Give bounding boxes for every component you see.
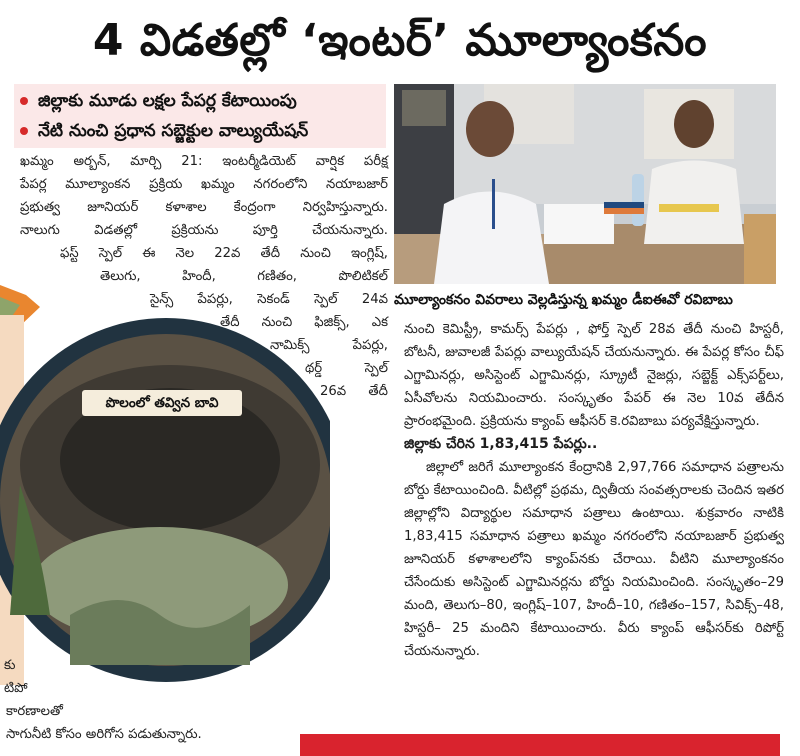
highlight-text: జిల్లాకు మూడు లక్షల పేపర్ల కేటాయింపు	[38, 91, 297, 111]
article-line: టిపో	[4, 681, 28, 696]
headline: 4 విడతల్లో ‘ఇంటర్’ మూల్యాంకనం	[92, 15, 708, 66]
well-photo-graphic	[0, 285, 330, 705]
well-photo-caption: పొలంలో తవ్విన బావి	[82, 390, 242, 416]
article-line: 26వ తేదీ	[320, 384, 388, 399]
highlight-item	[20, 116, 308, 146]
article-line: పేపర్ల మూల్యాంకన ప్రక్రియ ఖమ్మం నగరంలోని నయాబజార్	[20, 177, 388, 192]
article-line: ఖమ్మం అర్బన్, మార్చి 21: ఇంటర్మీడియెట్ వార్షిక పరీక్ష	[20, 154, 388, 169]
article-right-column	[404, 318, 784, 663]
article-line: థర్డ్ స్పెల్	[305, 361, 388, 376]
officials-photo-illustration	[394, 84, 776, 284]
highlights-box	[14, 84, 386, 148]
next-article-banner	[300, 734, 780, 756]
article-left-bottom	[0, 654, 250, 746]
article-subhead: జిల్లాకు చేరిన 1,83,415 పేపర్లు..	[404, 436, 598, 452]
article-line: కు	[4, 658, 16, 673]
article-line: ఫస్ట్ స్పెల్ ఈ నెల 22వ తేదీ నుంచి ఇంగ్లిష్,	[60, 246, 388, 261]
highlight-item	[20, 86, 297, 116]
article-line: నామిక్స్ పేపర్లు,	[270, 338, 388, 353]
bullet-dot-icon	[20, 127, 28, 135]
article-line: సాగునీటి కోసం అరిగోస పడుతున్నారు.	[6, 727, 202, 742]
article-line: తేదీ నుంచి ఫిజిక్స్, ఎక	[220, 315, 388, 330]
article-line: సైన్స్ పేపర్లు, సెకండ్ స్పెల్ 24వ	[150, 292, 388, 307]
highlight-text: నేటి నుంచి ప్రధాన సబ్జెక్టుల వాల్యుయేషన్	[38, 121, 309, 141]
news-photo-officials	[394, 84, 776, 284]
well-photo-illustration	[0, 285, 330, 705]
article-line: కారణాలతో	[6, 704, 63, 719]
article-line: నాలుగు విడతల్లో ప్రక్రియను పూర్తి చేయనున్నారు.	[20, 223, 388, 238]
article-line: ప్రభుత్వ జూనియర్ కళాశాల కేంద్రంగా నిర్వహిస్తున్నారు.	[20, 200, 388, 215]
photo-caption: మూల్యాంకనం వివరాలు వెల్లడిస్తున్న ఖమ్మం డీఐఈవో రవిబాబు	[394, 292, 733, 308]
article-paragraph: జిల్లాలో జరిగే మూల్యాంకన కేంద్రానికి 2,97,766 సమాధాన పత్రాలను బోర్డు కేటాయించింది. వీటిల్లో ప్రథమ, ద్వితీయ సంవత్సరాలకు చెందిన ఇతర జిల్లాల్లోని విద్యార్థుల సమాధాన పత్రాలు ఉంటాయి. శుక్రవారం నాటికి 1,83,415 సమాధాన పత్రాలు ఖమ్మం నగరంలోని నయాబజార్ ప్రభుత్వ జూనియర్ కళాశాలలోని క్యాంప్‌నకు చేరాయి. వీటిని మూల్యాంకనం చేసేందుకు అసిస్టెంట్ ఎగ్జామినర్లను బోర్డు నియమించింది. సంస్కృతం–29 మంది, తెలుగు–80, ఇంగ్లిష్–107, హిందీ–10, గణితం–157, సివిక్స్–48, హిస్టరీ– 25 మందిని కేటాయించారు. వీరు క్యాంప్ ఆఫీసర్‌కు రిపోర్ట్ చేయనున్నారు.	[404, 460, 784, 659]
article-paragraph: నుంచి కెమిస్ట్రీ, కామర్స్ పేపర్లు , ఫోర్త్ స్పెల్ 28వ తేదీ నుంచి హిస్టరీ, బోటనీ, జువాలజీ పేపర్లు వాల్యుయేషన్ చేయనున్నారు. ఈ పేపర్ల కోసం చీఫ్ ఎగ్జామినర్లు, అసిస్టెంట్ ఎగ్జామినర్లు, స్క్రూటీ నైజర్లు, సబ్జెక్ట్ ఎక్స్‌పర్ట్‌లు, ఏసీవోలను నియమించారు. సంస్కృతం పేపర్ ఈ నెల 10వ తేదీన ప్రారంభమైంది. ప్రక్రియను క్యాంప్ ఆఫీసర్ కె.రవిబాబు పర్యవేక్షిస్తున్నారు.	[404, 322, 784, 429]
bullet-dot-icon	[20, 97, 28, 105]
article-line: తెలుగు, హిందీ, గణితం, పొలిటికల్	[100, 269, 388, 284]
